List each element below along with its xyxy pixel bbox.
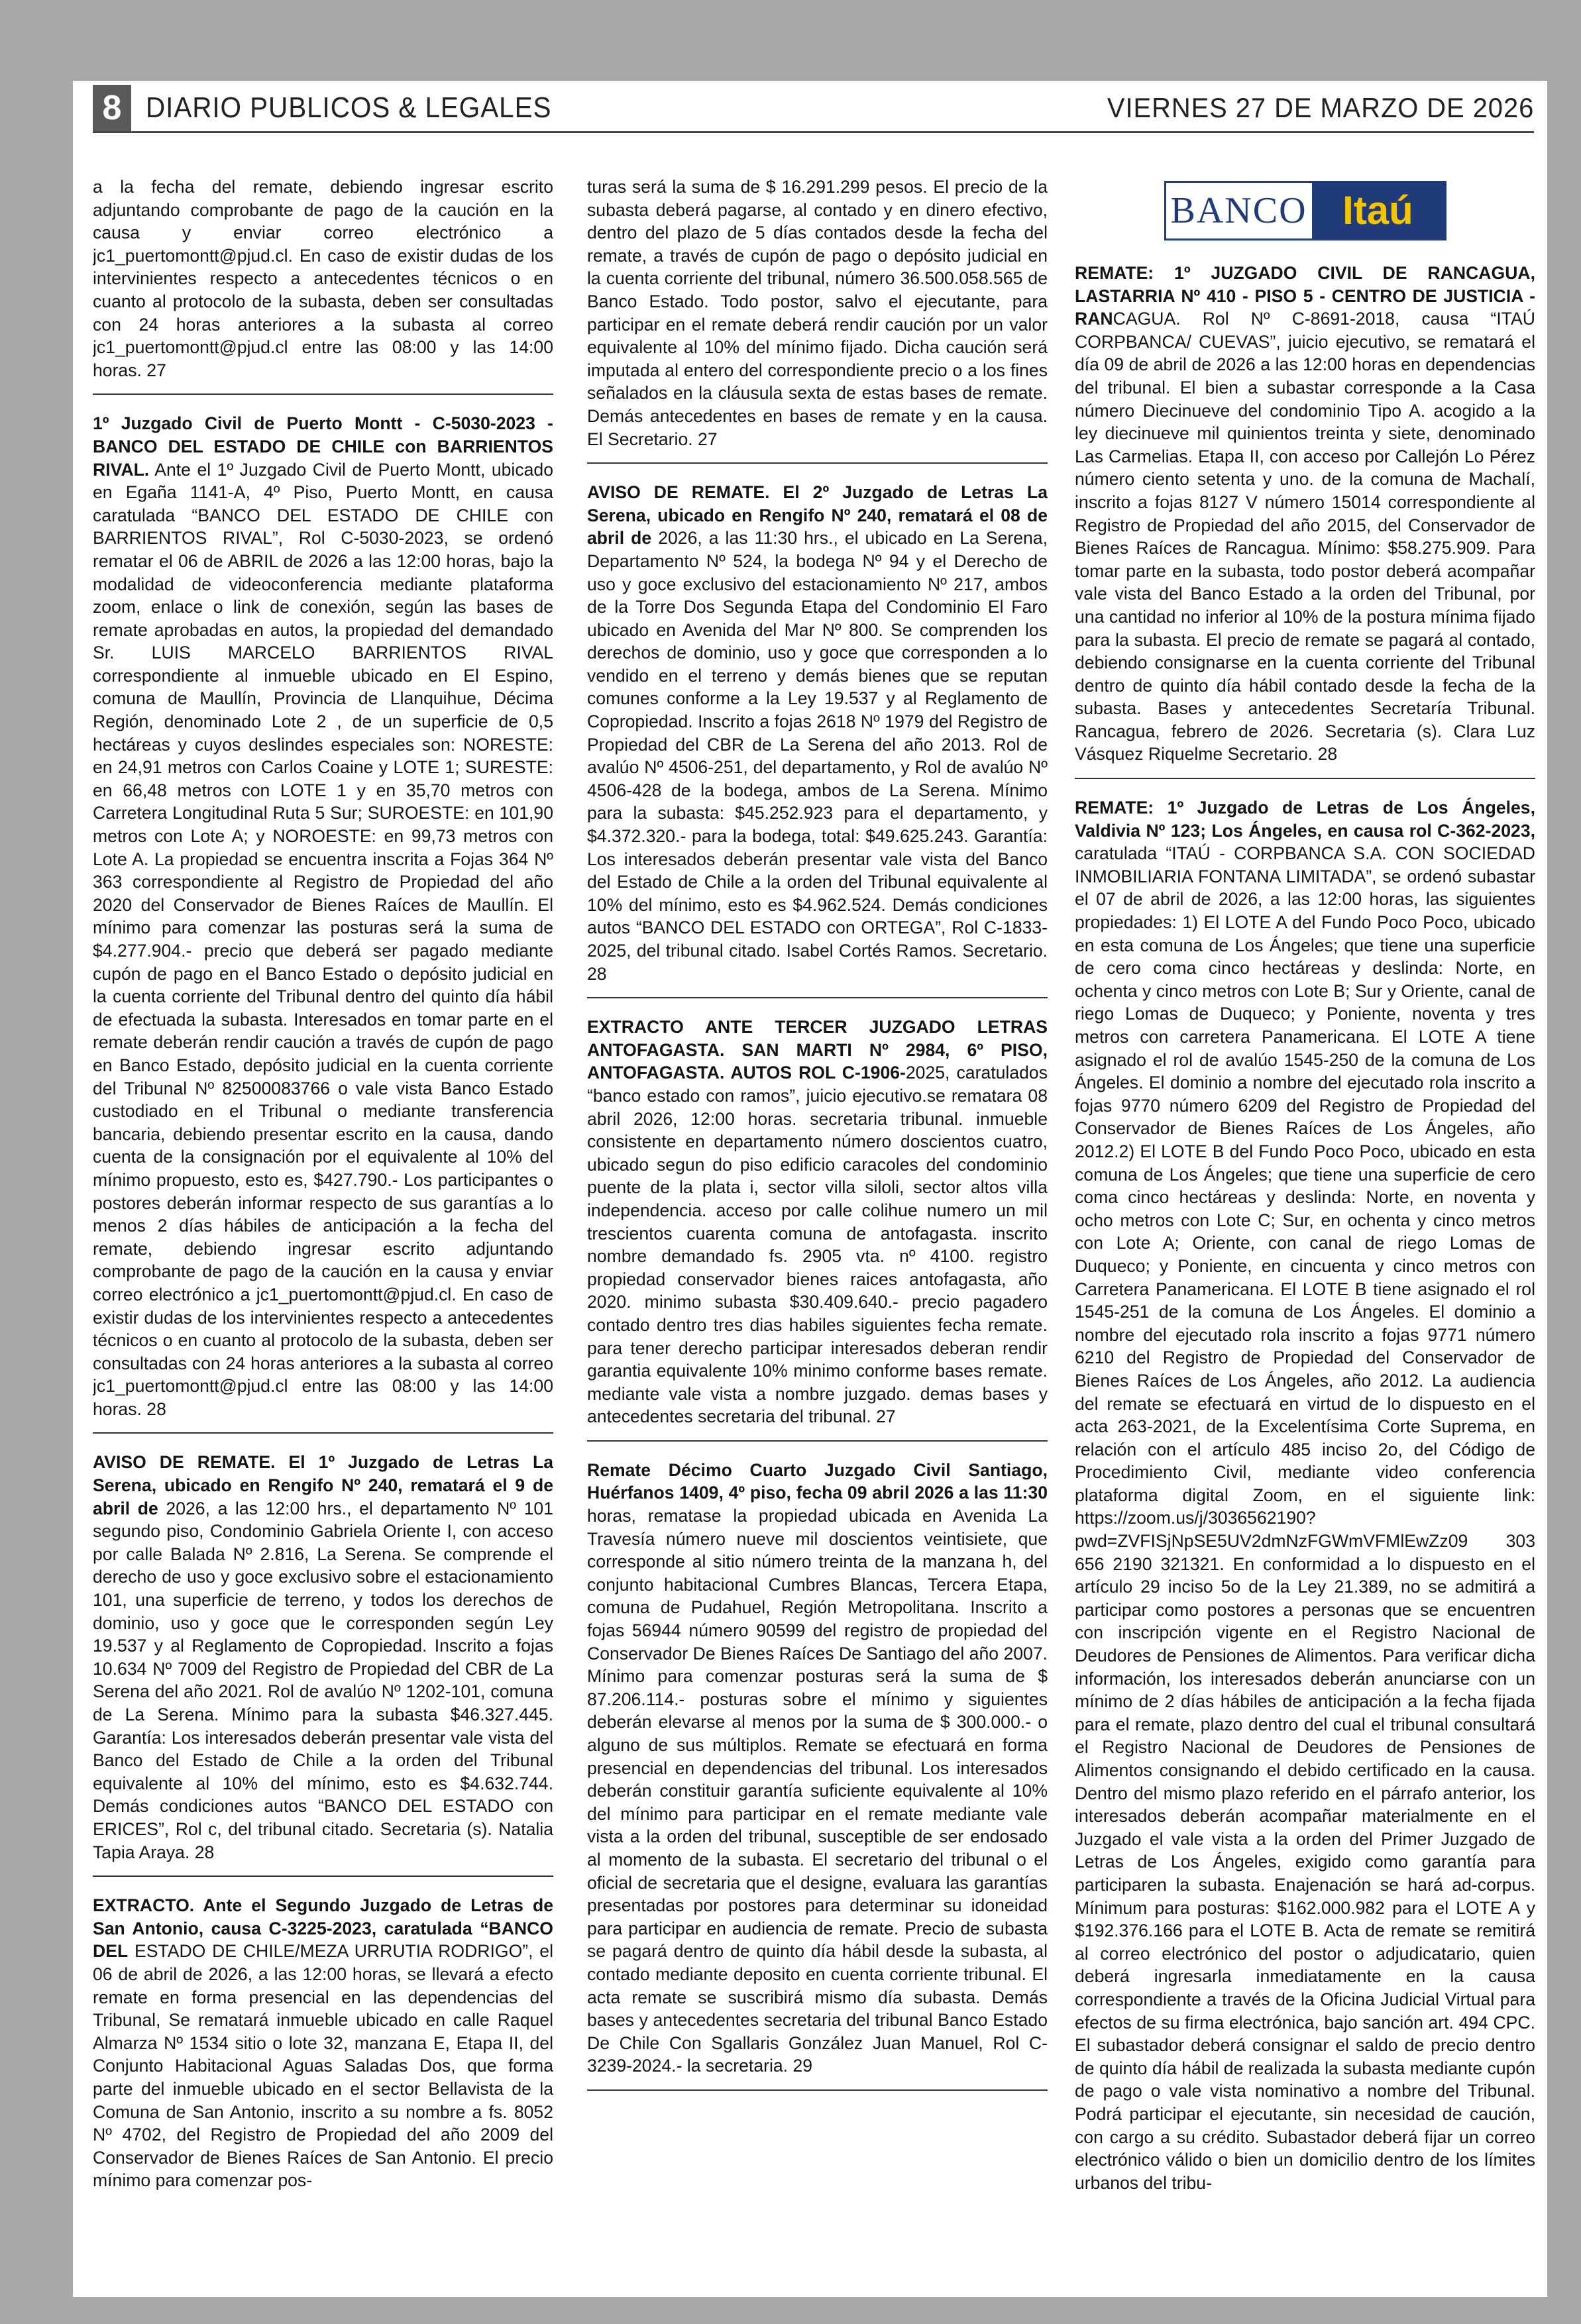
notice-separator bbox=[1075, 778, 1535, 779]
notice-rancagua bbox=[1075, 262, 1535, 766]
banco-itau-logo bbox=[1164, 181, 1446, 240]
notice-separator bbox=[587, 462, 1048, 464]
notice-body: horas, rematase la propiedad ubicada en Avenida La Travesía número nueve mil doscientos veintisiete, que corresponde al sitio número treinta de la manzana h, del conjunto habitacional Cumbres Blancas, Tercera Etapa, comuna de Pudahuel, Región Metropolitana. Inscrito a fojas 56944 número 90599 del registro de propiedad del Conservador De Bienes Raíces De Santiago del año 2007. Mínimo para comenzar posturas será la suma de $ 87.206.114.- posturas sobre el mínimo y siguientes deberán elevarse al menos por la suma de $ 300.000.- o alguno de sus múltiplos. Remate se efectuará en forma presencial en dependencias del tribunal. Los interesados deberán constituir garantía suficiente equivalente al 10% del mínimo para participar en el remate mediante vale vista a la orden del tribunal, susceptible de ser endosado al momento de la subasta. El secretario del tribunal o el oficial de secretaria que el designe, evaluara las garantías presentadas por postores para determinar su idoneidad para participar en audiencia de remate. Precio de subasta se pagará dentro de quinto día hábil desde la subasta, al contado mediante deposito en cuenta corriente tribunal. El acta remate se suscribirá mismo día subasta. Demás bases y antecedentes secretaria del tribunal Banco Estado De Chile Con Sgallaris González Juan Manuel, Rol C-3239-2024.- la secretaria. 29 bbox=[587, 1506, 1048, 2076]
notice-body: 2026, a las 12:00 hrs., el departamento Nº 101 segundo piso, Condominio Gabriela Oriente I, con acceso por calle Balada Nº 2.816, La Serena. Se comprende el derecho de uso y goce exclusivo sobre el estacionamiento 101, una superficie de terreno, y todos los derechos de dominio, uso y goce que le corresponden según Ley 19.537 y al Reglamento de Copropiedad. Inscrito a fojas 10.634 Nº 7009 del Registro de Propiedad del CBR de La Serena del año 2021. Rol de avalúo Nº 1202-101, comuna de La Serena. Mínimo para la subasta $46.327.445. Garantía: Los interesados deberán presentar vale vista del Banco del Estado de Chile a la orden del Tribunal equivalente al 10% del mínimo, esto es $4.632.744. Demás condiciones autos “BANCO DEL ESTADO con ERICES”, Rol c, del tribunal citado. Secretaria (s). Natalia Tapia Araya. 28 bbox=[93, 1498, 553, 1862]
notice-la-serena-2 bbox=[587, 481, 1048, 985]
notice-body: Ante el 1º Juzgado Civil de Puerto Montt, ubicado en Egaña 1141-A, 4º Piso, Puerto Montt, en causa caratulada “BANCO DEL ESTADO DE CHILE con BARRIENTOS RIVAL”, Rol C-5030-2023, se ordenó rematar el 06 de ABRIL de 2026 a las 12:00 horas, bajo la modalidad de videoconferencia mediante plataforma zoom, enlace o link de conexión, según las bases de remate aprobadas en autos, la propiedad del demandado Sr. LUIS MARCELO BARRIENTOS RIVAL correspondiente al inmueble ubicado en El Espino, comuna de Maullín, Provincia de Llanquihue, Décima Región, denominado Lote 2 , de un superficie de 0,5 hectáreas y cuyos deslindes especiales son: NORESTE: en 24,91 metros con Carlos Coaine y LOTE 1; SURESTE: en 66,48 metros con LOTE 1 y en 35,70 metros con Carretera Longitudinal Ruta 5 Sur; SUROESTE: en 101,90 metros con Lote A; y NOROESTE: en 99,73 metros con Lote A. La propiedad se encuentra inscrita a Fojas 364 Nº 363 correspondiente al Registro de Propiedad del año 2020 del Conservador de Bienes Raíces de Maullín. El mínimo para comenzar las posturas será la suma de $4.277.904.- precio que deberá ser pagado mediante cupón de pago en el Banco Estado o depósito judicial en la cuenta corriente del Tribunal dentro del quinto día hábil de efectuada la subasta. Interesados en tomar parte en el remate deberán rendir caución a través de cupón de pago en Banco Estado, depósito judicial en la cuenta corriente del Tribunal Nº 82500083766 o vale vista Banco Estado custodiado en el Tribunal o mediante transferencia bancaria, debiendo presentar escrito en la causa, dando cuenta de la consignación por el equivalente al 10% del mínimo propuesto, esto es, $427.790.- Los participantes o postores deberán informar respecto de sus garantías a lo menos 2 días hábiles de anticipación a la fecha del remate, debiendo ingresar escrito adjuntando comprobante de pago de la caución en la causa y enviar correo electrónico a jc1_puertomontt@pjud.cl. En caso de existir dudas de los intervinientes respecto a antecedentes técnicos o en cuanto al protocolo de la subasta, deben ser consultadas con 24 horas anteriores a la subasta al correo jc1_puertomontt@pjud.cl entre las 08:00 y las 14:00 horas. 28 bbox=[93, 459, 553, 1419]
notice-heading: AVISO DE REMATE. El 1º Juzgado de Letras La Serena, ubicado en Rengifo Nº 240, rematará el 9 de abril de bbox=[93, 1452, 553, 1518]
notice-los-angeles bbox=[1075, 796, 1535, 2194]
notice-body: CAGUA. Rol Nº C-8691-2018, causa “ITAÚ CORPBANCA/ CUEVAS”, juicio ejecutivo, se rematará el día 09 de abril de 2026 a las 12:00 horas en dependencias del tribunal. El bien a subastar corresponde a la Casa número Diecinueve del condominio Tipo A. acogido a la ley diecinueve mil quinientos treinta y siete, denominado Las Carmelias. Etapa II, con acceso por Callejón Lo Pérez número ciento setenta y uno. de la comuna de Machalí, inscrito a fojas 8127 V número 15014 correspondiente al Registro de Propiedad del año 2015, del Conservador de Bienes Raíces de Rancagua. Mínimo: $58.275.909. Para tomar parte en la subasta, todo postor deberá acompañar vale vista del Banco Estado a la orden del Tribunal, por una cantidad no inferior al 10% de la postura mínima fijado para la subasta. El precio de remate se pagará al contado, debiendo consignarse en la cuenta corriente del Tribunal dentro de quinto día hábil contado desde la fecha de la subasta. Bases y antecedentes Secretaría Tribunal. Rancagua, febrero de 2026. Secretaria (s). Clara Luz Vásquez Riquelme Secretario. 28 bbox=[1075, 309, 1535, 765]
notice-continued bbox=[93, 176, 553, 382]
notice-separator bbox=[587, 1440, 1048, 1442]
notice-heading: REMATE: 1º Juzgado de Letras de Los Ángeles, Valdivia Nº 123; Los Ángeles, en causa rol C-362-2023, bbox=[1075, 798, 1535, 841]
notice-separator bbox=[93, 1432, 553, 1434]
logo-itau-text: Itaú bbox=[1342, 187, 1413, 233]
column-3 bbox=[1075, 176, 1535, 2262]
notice-separator bbox=[587, 997, 1048, 998]
logo-banco-text: BANCO bbox=[1170, 189, 1307, 231]
notice-heading: Remate Décimo Cuarto Juzgado Civil Santiago, Huérfanos 1409, 4º piso, fecha 09 abril 2026 a las 11:30 bbox=[587, 1459, 1048, 1503]
issue-date: VIERNES 27 DE MARZO DE 2026 bbox=[1107, 92, 1534, 123]
notice-body: 2026, a las 11:30 hrs., el ubicado en La Serena, Departamento Nº 524, la bodega Nº 94 y el Derecho de uso y goce exclusivo del estacionamiento Nº 217, ambos de la Torre Dos Segunda Etapa del Condominio El Faro ubicado en Avenida del Mar Nº 800. Se comprenden los derechos de dominio, uso y goce que corresponden a lo vendido en el terreno y demás bienes que se reputan comunes conforme a la Ley 19.537 y al Reglamento de Copropiedad. Inscrito a fojas 2618 Nº 1979 del Registro de Propiedad del CBR de La Serena del año 2013. Rol de avalúo Nº 4506-251, del departamento, y Rol de avalúo Nº 4506-428 de la bodega, ambos de La Serena. Mínimo para la subasta: $45.252.923 para el departamento, y $4.372.320.- para la bodega, total: $49.625.243. Garantía: Los interesados deberán presentar vale vista del Banco del Estado de Chile a la orden del Tribunal equivalente al 10% del mínimo, esto es $4.962.524. Demás condiciones autos “BANCO DEL ESTADO con ORTEGA”, Rol C-1833-2025, del tribunal citado. Isabel Cortés Ramos. Secretario. 28 bbox=[587, 528, 1048, 984]
notice-heading: EXTRACTO. Ante el Segundo Juzgado de Letras de San Antonio, causa C-3225-2023, caratulada “BANCO DEL bbox=[93, 1895, 553, 1962]
notice-continued bbox=[587, 176, 1048, 450]
masthead-title: DIARIO PUBLICOS & LEGALES bbox=[146, 91, 552, 124]
notice-antofagasta bbox=[587, 1016, 1048, 1428]
notice-heading: REMATE: 1º JUZGADO CIVIL DE RANCAGUA, LASTARRIA Nº 410 - PISO 5 - CENTRO DE JUSTICIA -RAN bbox=[1075, 263, 1535, 329]
notice-heading: AVISO DE REMATE. El 2º Juzgado de Letras La Serena, ubicado en Rengifo Nº 240, rematará el 08 de abril de bbox=[587, 482, 1048, 549]
page-header bbox=[93, 85, 1534, 133]
logo-itau-box bbox=[1312, 183, 1445, 238]
notice-heading: 1º Juzgado Civil de Puerto Montt - C-5030-2023 - BANCO DEL ESTADO DE CHILE con BARRIENTOS RIVAL. bbox=[93, 413, 553, 480]
notice-santiago bbox=[587, 1459, 1048, 2078]
notice-separator bbox=[93, 1875, 553, 1877]
notice-body: a la fecha del remate, debiendo ingresar escrito adjuntando comprobante de pago de la caución en la causa y enviar correo electrónico a jc1_puertomontt@pjud.cl. En caso de existir dudas de los intervinientes respecto a antecedentes técnicos o en cuanto al protocolo de la subasta, deben ser consultadas con 24 horas anteriores a la subasta al correo jc1_puertomontt@pjud.cl entre las 08:00 y las 14:00 horas. 27 bbox=[93, 177, 553, 380]
notice-la-serena-1 bbox=[93, 1451, 553, 1864]
notice-separator bbox=[587, 2089, 1048, 2091]
column-2 bbox=[587, 176, 1048, 2262]
notice-body: caratulada “ITAÚ - CORPBANCA S.A. CON SOCIEDAD INMOBILIARIA FONTANA LIMITADA”, se ordenó subastar el 07 de abril de 2026, a las 12:00 horas, las siguientes propiedades: 1) El LOTE A del Fundo Poco Poco, ubicado en esta comuna de Los Ángeles; que tiene una superficie de cero coma cinco hectáreas y deslinda: Norte, en ochenta y cinco metros con Lote B; Sur y Oriente, canal de riego Lomas de Duqueco; y Poniente, noventa y tres metros con carretera Panamericana. El LOTE A tiene asignado el rol de avalúo 1545-250 de la comuna de Los Ángeles. El dominio a nombre del ejecutado rola inscrito a fojas 9770 número 6209 del Registro de Propiedad del Conservador de Bienes Raíces de Los Ángeles, año 2012.2) El LOTE B del Fundo Poco Poco, ubicado en esta comuna de Los Ángeles; que tiene una superficie de cero coma cinco hectáreas y deslinda: Norte, en noventa y ocho metros con Lote C; Sur, en ochenta y cinco metros con Lote A; Oriente, con canal de riego Lomas de Duqueco; y Poniente, en cincuenta y cinco metros con Carretera Panamericana. El LOTE B tiene asignado el rol 1545-251 de la comuna de Los Ángeles. El dominio a nombre del ejecutado rola inscrito a fojas 9771 número 6210 del Registro de Propiedad del Conservador de Bienes Raíces de Los Ángeles, año 2012. La audiencia del remate se efectuará en virtud de lo dispuesto en el acta 263-2021, de la Excelentísima Corte Suprema, en relación con el artículo 485 inciso 2o, del Código de Procedimiento Civil, mediante video conferencia plataforma digital Zoom, en el siguiente link: https://zoom.us/j/3036562190?pwd=ZVFISjNpSE5UV2dmNzFGWmVFMlEwZz09 303 656 2190 321321. En conformidad a lo dispuesto en el artículo 29 inciso 5o de la Ley 21.389, no se admitirá a participar como postores a personas que se encuentren con inscripción vigente en el Registro Nacional de Deudores de Pensiones de Alimentos. Para verificar dicha información, los interesados deberán anunciarse con un mínimo de 2 días hábiles de anticipación a la fecha fijada para el remate, plazo dentro del cual el tribunal consultará el Registro Nacional de Deudores de Pensiones de Alimentos consignando el debido certificado en la causa. Dentro del mismo plazo referido en el párrafo anterior, los interesados deberán acompañar materialmente en el Juzgado el vale vista a la orden del Primer Juzgado de Letras de Los Ángeles, exigido como garantía para participaren la subasta. Enajenación se hará ad-corpus. Mínimum para posturas: $162.000.982 para el LOTE A y $192.376.166 para el LOTE B. Acta de remate se remitirá al correo electrónico del postor o adjudicatario, quien deberá ingresarla inmediatamente en la causa correspondiente a través de la Oficina Judicial Virtual para efectos de su firma electrónica, bajo sanción art. 494 CPC. El subastador deberá consignar el saldo de precio dentro de quinto día hábil de realizada la subasta mediante cupón de pago o vale vista nominativo a nombre del Tribunal. Podrá participar el ejecutante, sin necesidad de caución, con cargo a su crédito. Subastador deberá fijar un correo electrónico válido o bien un domicilio dentro de los límites urbanos del tribu- bbox=[1075, 843, 1535, 2193]
notice-separator bbox=[93, 394, 553, 395]
page-number: 8 bbox=[93, 85, 131, 131]
notice-body: turas será la suma de $ 16.291.299 pesos. El precio de la subasta deberá pagarse, al contado y en dinero efectivo, dentro del plazo de 5 días contados desde la fecha del remate, a través de cupón de pago o depósito judicial en la cuenta corriente del tribunal, número 36.500.058.565 de Banco Estado. Todo postor, salvo el ejecutante, para participar en el remate deberá rendir caución por un valor equivalente al 10% del mínimo fijado. Dicha caución será imputada al entero del correspondiente precio o a los fines señalados en la cláusula sexta de estas bases de remate. Demás antecedentes en bases de remate y en la causa. El Secretario. 27 bbox=[587, 177, 1048, 449]
notice-body: ESTADO DE CHILE/MEZA URRUTIA RODRIGO”, el 06 de abril de 2026, a las 12:00 horas, se llevará a efecto remate en forma presencial en las dependencias del Tribunal, Se rematará inmueble ubicado en calle Raquel Almarza Nº 1534 sitio o lote 32, manzana E, Etapa II, del Conjunto Habitacional Aguas Saladas Dos, que forma parte del inmueble ubicado en el sector Bellavista de la Comuna de San Antonio, inscrito a su nombre a fs. 8052 Nº 4702, del Registro de Propiedad del año 2009 del Conservador de Bienes Raíces de San Antonio. El precio mínimo para comenzar pos- bbox=[93, 1941, 553, 2191]
notice-san-antonio bbox=[93, 1894, 553, 2192]
notice-body: 2025, caratulados “banco estado con ramos”, juicio ejecutivo.se rematara 08 abril 2026, 12:00 horas. secretaria tribunal. inmueble consistente en departamento número doscientos cuatro, ubicado segun do piso edificio caracoles del condominio puente de la plata i, sector villa siloli, sector altos villa independencia. acceso por calle colihue numero un mil trescientos cuarenta comuna de antofagasta. inscrito nombre demandado fs. 2905 vta. nº 4100. registro propiedad conservador bienes raices antofagasta, año 2020. minimo subasta $30.409.640.- precio pagadero contado dentro tres dias habiles siguientes fecha remate. para tener derecho participar interesados deberan rendir garantia equivalente 10% minimo conforme bases remate. mediante vale vista a nombre juzgado. demas bases y antecedentes secretaria del tribunal. 27 bbox=[587, 1063, 1048, 1427]
column-1 bbox=[93, 176, 553, 2262]
notice-heading: EXTRACTO ANTE TERCER JUZGADO LETRAS ANTOFAGASTA. SAN MARTI Nº 2984, 6º PISO, ANTOFAGASTA. AUTOS ROL C-1906- bbox=[587, 1017, 1048, 1083]
notice-puerto-montt bbox=[93, 412, 553, 1420]
